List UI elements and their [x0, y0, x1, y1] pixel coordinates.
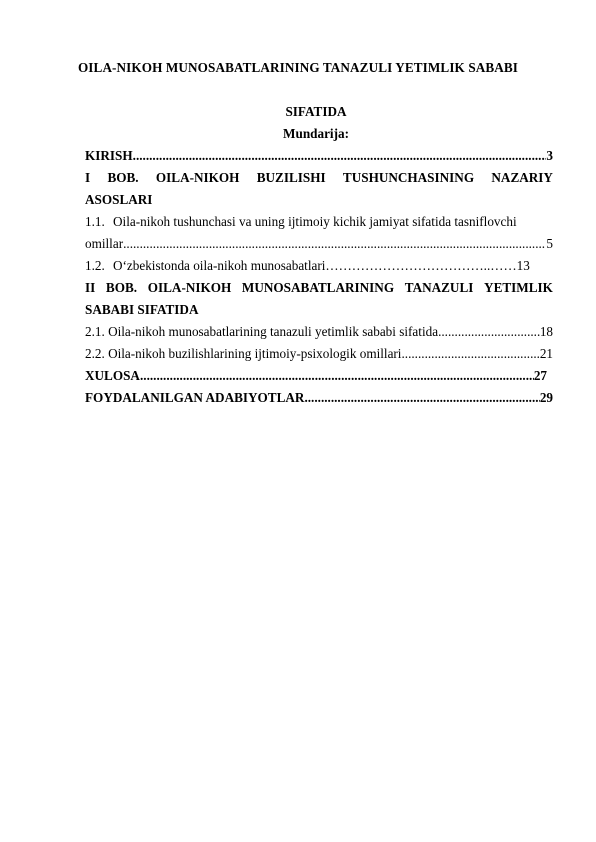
toc-entry-chapter-1[interactable] [85, 167, 553, 189]
toc-entry-section-2-1[interactable] [85, 321, 553, 343]
chapter-word: I [85, 170, 91, 185]
toc-entry-label: KIRISH [85, 148, 133, 163]
toc-entry-conclusion[interactable] [85, 365, 547, 387]
section-number: 1.2. [85, 258, 105, 273]
toc-entry-label: 2.2. Oila-nikoh buzilishlarining ijtimoiy-psixologik omillari [85, 346, 402, 361]
toc-page-number: 21 [539, 346, 553, 361]
toc-entry-label-cont: omillar [85, 236, 124, 251]
chapter-word: TUSHUNCHASINING [342, 170, 475, 185]
dot-leader [401, 343, 539, 365]
chapter-word: OILA-NIKOH [147, 280, 232, 295]
dot-leader [133, 145, 547, 167]
toc-entry-chapter-2[interactable] [85, 277, 553, 299]
toc-entry-references[interactable] [85, 387, 553, 409]
chapter-word: II [85, 280, 96, 295]
toc-entry-section-1-1-cont[interactable] [85, 233, 553, 255]
chapter-word: BOB. [107, 170, 139, 185]
document-title: OILA-NIKOH MUNOSABATLARINING TANAZULI YETIMLIK SABABI [77, 60, 519, 75]
chapter-word: BOB. [105, 280, 138, 295]
chapter-word: MUNOSABATLARINING [241, 280, 395, 295]
toc-page-number: 27 [533, 368, 547, 383]
document-title-continuation: SIFATIDA [285, 104, 347, 119]
toc-entry-label: XULOSA [85, 368, 140, 383]
dot-leader [438, 321, 540, 343]
toc-entry-section-1-2[interactable] [85, 255, 553, 277]
toc-page-number: 29 [539, 390, 553, 405]
dot-leader [304, 387, 539, 409]
toc-entry-chapter-1-cont: ASOSLARI [85, 192, 153, 207]
toc-entry-label: Oila-nikoh tushunchasi va uning ijtimoiy kichik jamiyat sifatida tasniflovchi [113, 214, 517, 229]
toc-page-number: 3 [546, 148, 553, 163]
chapter-word: TANAZULI [404, 280, 474, 295]
ellipsis-leader: ………………………………..…… [325, 258, 517, 273]
dot-leader [123, 233, 546, 255]
dot-leader [140, 365, 534, 387]
toc-entry-chapter-2-cont: SABABI SIFATIDA [85, 302, 199, 317]
toc-entry-label: O‘zbekistonda oila-nikoh munosabatlari [113, 258, 326, 273]
toc-entry-label: FOYDALANILGAN ADABIYOTLAR [85, 390, 305, 405]
chapter-word: BUZILISHI [256, 170, 326, 185]
toc-entry-section-2-2[interactable] [85, 343, 553, 365]
toc-page-number: 13 [516, 258, 530, 273]
toc-page-number: 5 [546, 236, 553, 251]
chapter-word: YETIMLIK [484, 280, 553, 295]
chapter-word: NAZARIY [491, 170, 553, 185]
section-number: 1.1. [85, 214, 105, 229]
toc-entry-intro[interactable] [85, 145, 553, 167]
toc-page-number: 18 [539, 324, 553, 339]
toc-heading: Mundarija: [283, 126, 349, 141]
toc-entry-section-1-1[interactable] [85, 211, 553, 233]
toc-entry-label: 2.1. Oila-nikoh munosabatlarining tanazuli yetimlik sababi sifatida [85, 324, 439, 339]
chapter-word: OILA-NIKOH [155, 170, 240, 185]
